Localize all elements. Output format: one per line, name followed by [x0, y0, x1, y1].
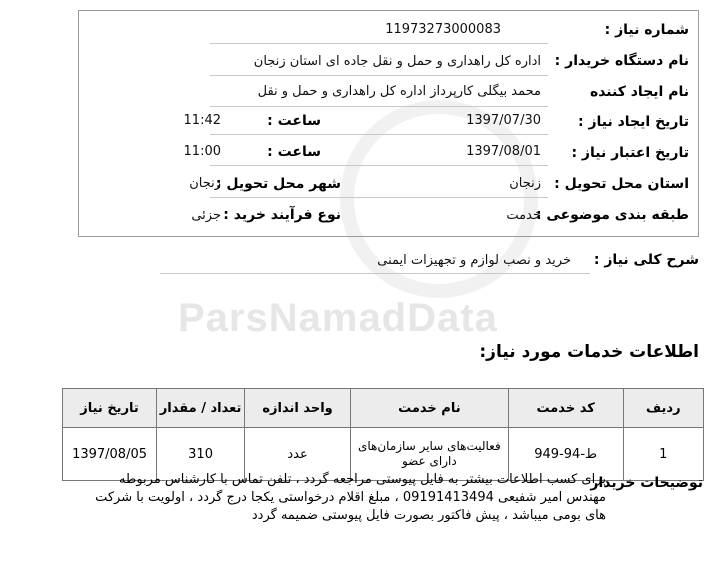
- need-number-label: شماره نیاز :: [604, 22, 689, 38]
- summary-text: خرید و نصب لوازم و تجهیزات ایمنی: [377, 253, 571, 268]
- column-header: واحد اندازه: [245, 389, 351, 428]
- valid-time-value: 11:00: [183, 144, 221, 159]
- services-table: [62, 388, 704, 481]
- delivery-province-value: زنجان: [509, 176, 541, 191]
- separator: [210, 197, 548, 198]
- separator: [210, 43, 548, 44]
- table-header-row: [63, 389, 704, 428]
- column-header: ردیف: [623, 389, 703, 428]
- column-header: تعداد / مقدار: [157, 389, 245, 428]
- services-title: اطلاعات خدمات مورد نیاز:: [479, 342, 699, 362]
- separator: [210, 106, 548, 107]
- created-time-value: 11:42: [183, 113, 221, 128]
- buyer-org-value: اداره کل راهداری و حمل و نقل جاده ای استان زنجان: [253, 54, 541, 69]
- service-code-cell: ط-94-949: [508, 428, 623, 481]
- column-header: نام خدمت: [351, 389, 509, 428]
- buyer-notes-label: توضیحات خریدار: [590, 475, 703, 491]
- quantity-cell: 310: [157, 428, 245, 481]
- buyer-org-label: نام دستگاه خریدار :: [554, 53, 689, 69]
- valid-time-label: ساعت :: [267, 144, 321, 160]
- category-value: خدمت: [506, 208, 541, 223]
- buyer-notes-text: برای کسب اطلاعات بیشتر به فایل پیوستی مراجعه گردد ، تلفن تماس با کارشناس مربوطه مهندس امیر شفیعی 09191413494 ، مبلغ اقلام درخواستی یکجا درج گردد ، اولویت با شرکت های بومی میباشد ، پیش فاکتور بصورت فایل پیوستی ضمیمه گردد: [95, 472, 606, 523]
- valid-date-label: تاریخ اعتبار نیاز :: [571, 145, 689, 161]
- valid-date-value: 1397/08/01: [466, 144, 541, 159]
- delivery-city-label: شهر محل تحویل :: [215, 176, 341, 192]
- separator: [210, 134, 548, 135]
- category-label: طبقه بندی موضوعی :: [535, 207, 689, 223]
- column-header: کد خدمت: [508, 389, 623, 428]
- created-date-value: 1397/07/30: [466, 113, 541, 128]
- row-number-cell: 1: [623, 428, 703, 481]
- watermark-text: ParsNamadData: [178, 296, 498, 340]
- need-number-value: 11973273000083: [385, 22, 501, 37]
- column-header: تاریخ نیاز: [63, 389, 157, 428]
- purchase-type-label: نوع فرآیند خرید :: [223, 207, 341, 223]
- delivery-city-value: زنجان: [189, 176, 221, 191]
- creator-label: نام ایجاد کننده: [589, 84, 689, 100]
- separator: [210, 75, 548, 76]
- created-time-label: ساعت :: [267, 113, 321, 129]
- purchase-type-value: جزئی: [191, 208, 221, 223]
- need-date-cell: 1397/08/05: [63, 428, 157, 481]
- separator: [210, 165, 548, 166]
- created-date-label: تاریخ ایجاد نیاز :: [577, 114, 689, 130]
- delivery-province-label: استان محل تحویل :: [554, 176, 689, 192]
- summary-label: شرح کلی نیاز :: [593, 252, 699, 268]
- service-name-cell: فعالیت‌های سایر سازمان‌های دارای عضو: [351, 428, 509, 481]
- separator: [160, 273, 590, 274]
- unit-cell: عدد: [245, 428, 351, 481]
- creator-value: محمد بیگلی کارپرداز اداره کل راهداری و حمل و نقل: [257, 84, 541, 99]
